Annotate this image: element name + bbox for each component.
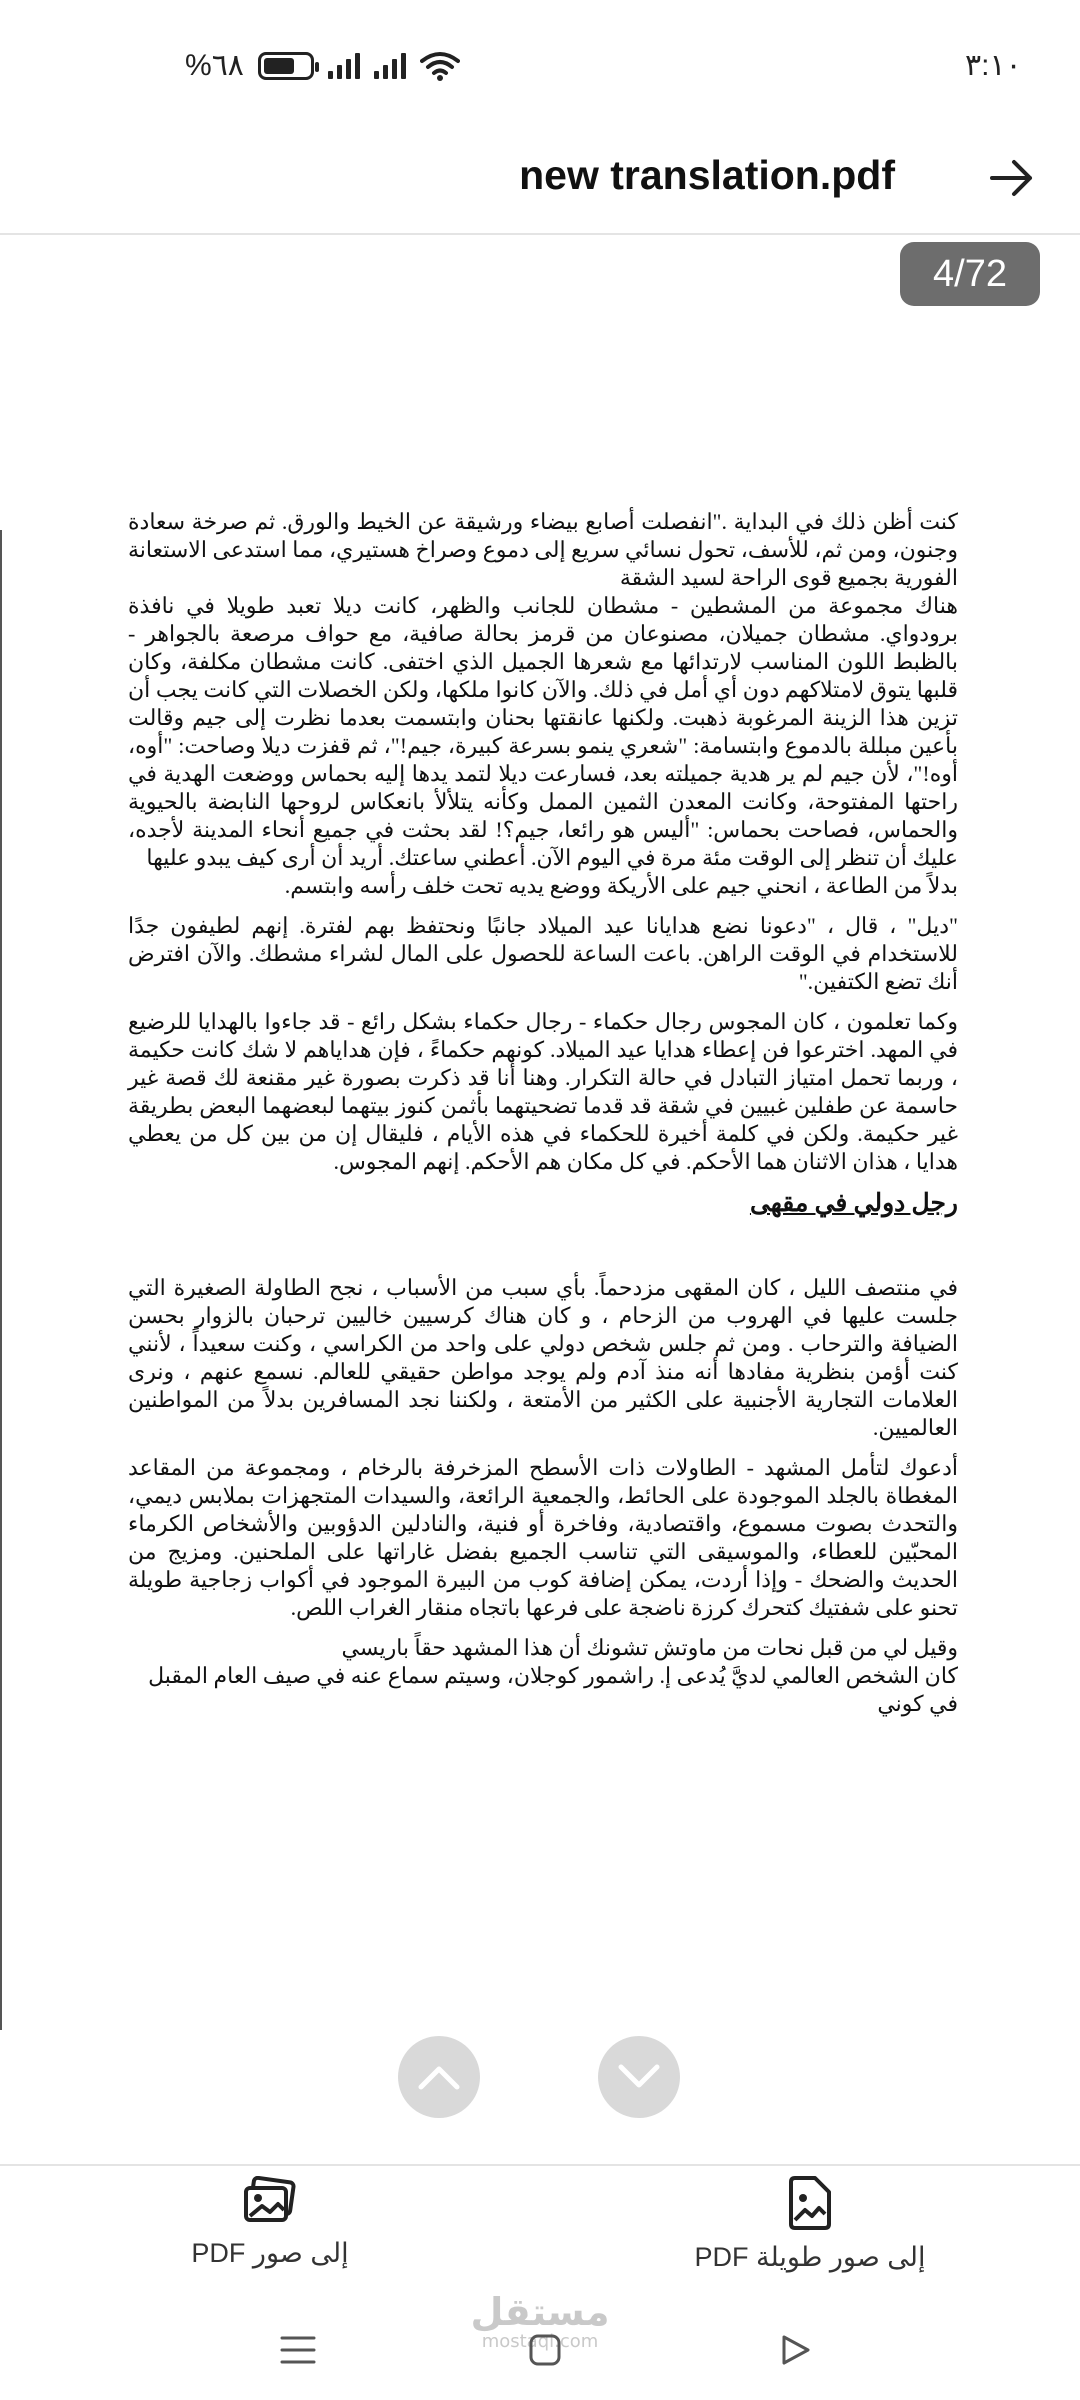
system-back-button[interactable] xyxy=(765,2320,825,2380)
wifi-icon xyxy=(420,51,460,81)
pdf-page-content xyxy=(128,508,958,1718)
arrow-right-icon xyxy=(988,154,1036,202)
home-square-icon xyxy=(528,2333,562,2367)
paragraph: بدلاً من الطاعة ، انحني جيم على الأريكة ووضع يديه تحت خلف رأسه وابتسم. xyxy=(284,873,958,898)
back-button[interactable] xyxy=(982,148,1042,208)
paragraph-cafe: في منتصف الليل ، كان المقهى مزدحماً. بأي سبب من الأسباب ، نجح الطاولة الصغيرة التي جلست عليها في الهروب من الزحام ، و كان هناك كرسيين خاليين ترحبان بالزوار بحسن الضيافة والترحاب . ومن ثم جلس شخص دولي على واحد من الكراسي ، وكنت سعيداً ، لأنني كنت أؤمن بنظرية مفادها أنه منذ آدم ولم يوجد مواطن حقيقي للعالم. نسمع عنهم ، ونرى العلامات التجارية الأجنبية على الكثير من الأمتعة ، ولكننا نجد المسافرين بدلاً من المواطنين العالميين. xyxy=(128,1275,958,1440)
recent-apps-button[interactable] xyxy=(268,2320,328,2380)
paragraph-dell: "ديل" ، قال ، "دعونا نضع هدايانا عيد الميلاد جانبًا ونحتفظ بهم لفترة. إنهم لطيفون جدًا للاستخدام في الوقت الراهن. باعت الساعة للحصول على المال لشراء مشطك. والآن افترض أنك تضع الكتفين." xyxy=(128,913,958,994)
status-indicators xyxy=(185,48,460,83)
system-nav-bar xyxy=(0,2290,1080,2400)
paragraph-cafe-scene: أدعوك لتأمل المشهد - الطاولات ذات الأسطح المزخرفة بالرخام ، ومجموعة من المقاعد المغطاة بالجلد الموجودة على الحائط، والجمعية الرائعة، والسيدات المتجهزات بملابس ديمي، والتحدث بصوت مسموع، واقتصادية، وفاخرة أو فنية، والنادلين الدؤوبين والأشخاص الكرماء المحبّين للعطاء، والموسيقى التي تناسب الجميع بفضل غاراتها على الملحنين. ومزيج من الحديث والضحك - وإذا أردت، يمكن إضافة كوب من البيرة الموجود في أكواب زجاجية طويلة تحنو على شفتيك كتحرك كرزة ناضجة على فرعها باتجاه منقار الغراب اللص. xyxy=(128,1455,958,1620)
signal-icon-2 xyxy=(374,53,406,79)
paragraph-magi: وكما تعلمون ، كان المجوس رجال حكماء - رجال حكماء بشكل رائع - قد جاءوا بالهدايا للرضيع في المهد. اخترعوا فن إعطاء هدايا عيد الميلاد. كونهم حكماءً ، فإن هداياهم لا شك كانت حكيمة ، وربما تحمل امتياز التبادل في حالة التكرار. وهنا أنا قد ذكرت بصورة غير مقنعة لك قصة غير حاسمة عن طفلين غبيين في شقة قد قدما تضحيتهما بأثمن كنوز بيتهما لبعضهما البعض بطريقة غير حكيمة. ولكن في كلمة أخيرة للحكماء في هذه الأيام ، فليقال إن من بين كل من يعطي هدايا ، هذان الاثنان هما الأحكم. في كل مكان هم الأحكم. إنهم المجوس. xyxy=(128,1009,958,1174)
paragraph: هناك مجموعة من المشطين - مشطان للجانب والظهر، كانت ديلا تعبد طويلا في نافذة برودواي. مشطان جميلان، مصنوعان من قرمز بحالة صافية، مع حواف مرصعة بالجواهر - بالظبط اللون المناسب لارتدائها مع شعرها الجميل الذي اختفى. كانت مشطان مكلفة، وكان قلبها يتوق لامتلاكهم دون أي أمل في ذلك. والآن كانوا ملكها، ولكن الخصلات التي كانت يجب أن تزين هذا الزينة المرغوبة ذهبت. ولكنها عانقتها بحنان وابتسمت بعدما نظرت إلى جيم وقالت بأعين مبللة بالدموع وابتسامة: "شعري ينمو بسرعة كبيرة، جيم!"، ثم قفزت ديلا وصاحت: "أوه، أوه!"، لأن جيم لم ير هدية جميلته بعد، فسارعت ديلا لتمد يدها إليه بحماس ووضعت الهدية في راحتها المفتوحة، وكانت المعدن الثمين الممل وكأنه يتلألأ بانعكاس لروحها النابضة بالحيوية والحماس، فصاحت بحماس: "أليس هو رائعا، جيم؟! لقد بحثت في جميع أنحاء المدينة لأجده، عليك أن تنظر إلى الوقت مئة مرة في اليوم الآن. أعطني ساعتك. أريد أن أرى كيف يبدو عليها xyxy=(128,593,958,870)
long-image-icon xyxy=(785,2176,835,2230)
menu-icon xyxy=(280,2335,316,2365)
section-title: رجل دولي في مقهى xyxy=(749,1190,958,1217)
battery-percent: %٦٨ xyxy=(185,49,244,82)
paragraph-line: كان الشخص العالمي لديَّ يُدعى إ. راشمور كوجلان، وسيتم سماع عنه في صيف العام المقبل في كوني xyxy=(148,1663,958,1716)
chevron-down-icon xyxy=(617,2063,661,2091)
convert-to-long-images-label: إلى صور طويلة PDF xyxy=(694,2242,926,2272)
page-indicator: 4/72 xyxy=(900,242,1040,306)
page-edge xyxy=(0,530,2,2030)
bottom-action-bar xyxy=(0,2164,1080,2284)
scroll-up-button[interactable] xyxy=(398,2036,480,2118)
images-icon xyxy=(242,2176,298,2226)
watermark-arabic: مستقل xyxy=(470,2290,610,2334)
app-header xyxy=(0,130,1080,235)
battery-level xyxy=(264,58,294,74)
home-button[interactable] xyxy=(515,2320,575,2380)
back-triangle-icon xyxy=(778,2333,812,2367)
status-bar xyxy=(0,0,1080,130)
watermark-latin: mostaql.com xyxy=(481,2331,599,2352)
document-title: new translation.pdf xyxy=(519,152,895,198)
convert-to-images-button[interactable] xyxy=(100,2176,440,2269)
paragraph: كنت أظن ذلك في البداية ."انفصلت أصابع بيضاء ورشيقة عن الخيط والورق. ثم صرخة سعادة وجنون، ومن ثم، للأسف، تحول نسائي سريع إلى دموع وصراخ هستيري، مما استدعى الاستعانة الفورية بجميع قوى الراحة لسيد الشقة xyxy=(128,509,958,590)
battery-icon xyxy=(258,52,314,80)
signal-icon xyxy=(328,53,360,79)
chevron-up-icon xyxy=(417,2063,461,2091)
convert-to-long-images-button[interactable] xyxy=(640,2176,980,2273)
status-time: ٣:١٠ xyxy=(965,49,1022,82)
convert-to-images-label: إلى صور PDF xyxy=(191,2238,349,2268)
paragraph-line: وقيل لي من قبل نحات من ماوتش تشونك أن هذا المشهد حقاً باريسي xyxy=(341,1635,958,1660)
scroll-down-button[interactable] xyxy=(598,2036,680,2118)
